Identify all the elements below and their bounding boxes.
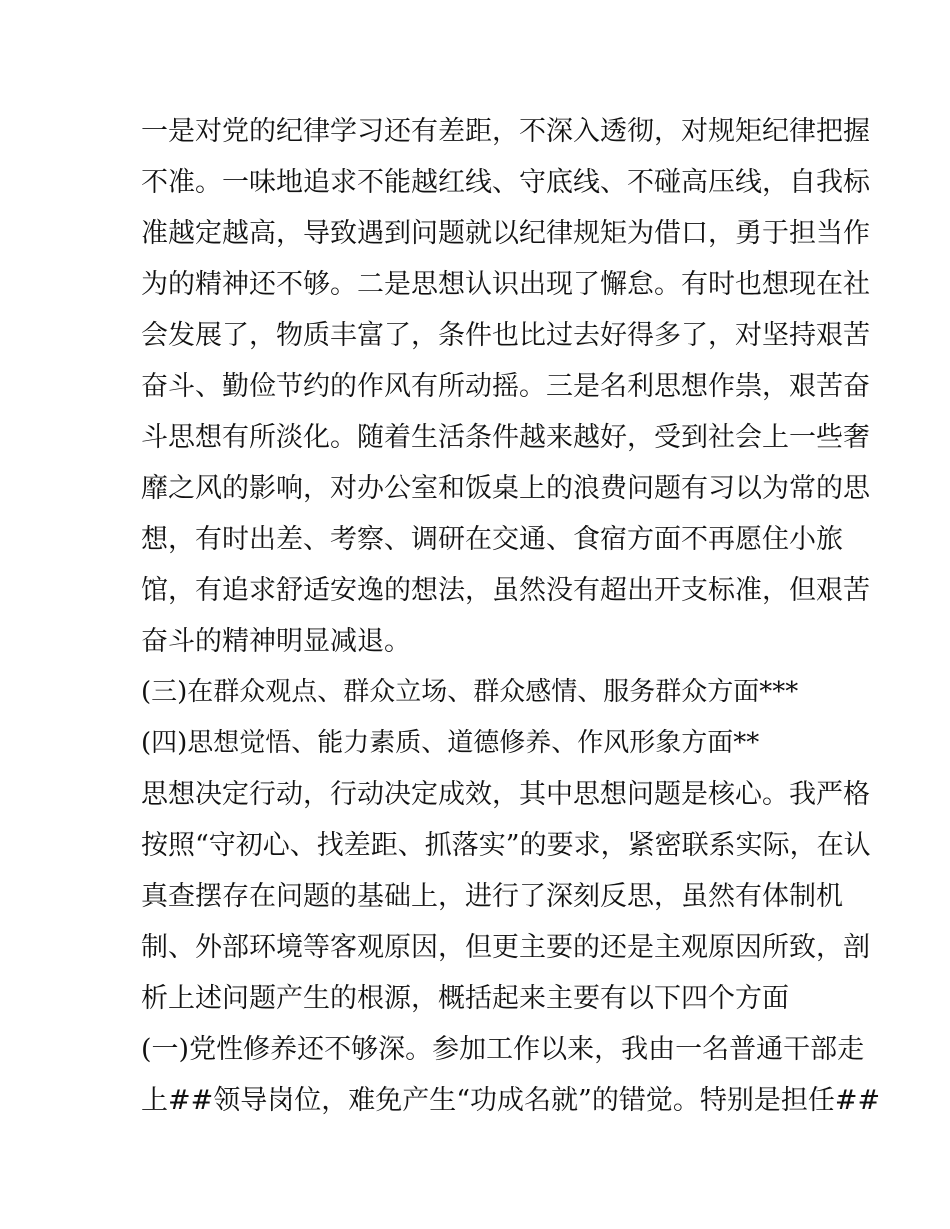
text-line: 思想决定行动，行动决定成效，其中思想问题是核心。我严格 (141, 779, 870, 810)
text-line: 上##领导岗位，难免产生“功成名就”的错觉。特别是担任## (141, 1085, 881, 1116)
text-line: 准越定越高，导致遇到问题就以纪律规矩为借口，勇于担当作 (141, 218, 870, 249)
text-line: 制、外部环境等客观原因，但更主要的还是主观原因所致，剖 (141, 932, 870, 963)
text-line: 想，有时出差、考察、调研在交通、食宿方面不再愿住小旅 (141, 524, 843, 555)
text-line: 会发展了，物质丰富了，条件也比过去好得多了，对坚持艰苦 (141, 320, 870, 351)
section-heading: (四)思想觉悟、能力素质、道德修养、作风形象方面** (141, 728, 760, 758)
text-line: 一是对党的纪律学习还有差距，不深入透彻，对规矩纪律把握 (141, 116, 870, 147)
document-body (141, 106, 881, 1126)
text-line: 奋斗的精神明显减退。 (141, 626, 411, 657)
text-line: (一)党性修养还不够深。参加工作以来，我由一名普通干部走 (141, 1034, 865, 1065)
text-line: 斗思想有所淡化。随着生活条件越来越好，受到社会上一些奢 (141, 422, 870, 453)
text-line: 析上述问题产生的根源，概括起来主要有以下四个方面 (141, 983, 789, 1014)
text-line: 靡之风的影响，对办公室和饭桌上的浪费问题有习以为常的思 (141, 473, 870, 504)
text-line: 为的精神还不够。二是思想认识出现了懈怠。有时也想现在社 (141, 269, 870, 300)
text-line: 不准。一味地追求不能越红线、守底线、不碰高压线，自我标 (141, 167, 870, 198)
text-line: 馆，有追求舒适安逸的想法，虽然没有超出开支标准，但艰苦 (141, 575, 870, 606)
section-heading: (三)在群众观点、群众立场、群众感情、服务群众方面*** (141, 677, 799, 707)
text-line: 真查摆存在问题的基础上，进行了深刻反思，虽然有体制机 (141, 881, 843, 912)
text-line: 按照“守初心、找差距、抓落实”的要求，紧密联系实际，在认 (141, 830, 871, 861)
text-line: 奋斗、勤俭节约的作风有所动摇。三是名利思想作祟，艰苦奋 (141, 371, 870, 402)
